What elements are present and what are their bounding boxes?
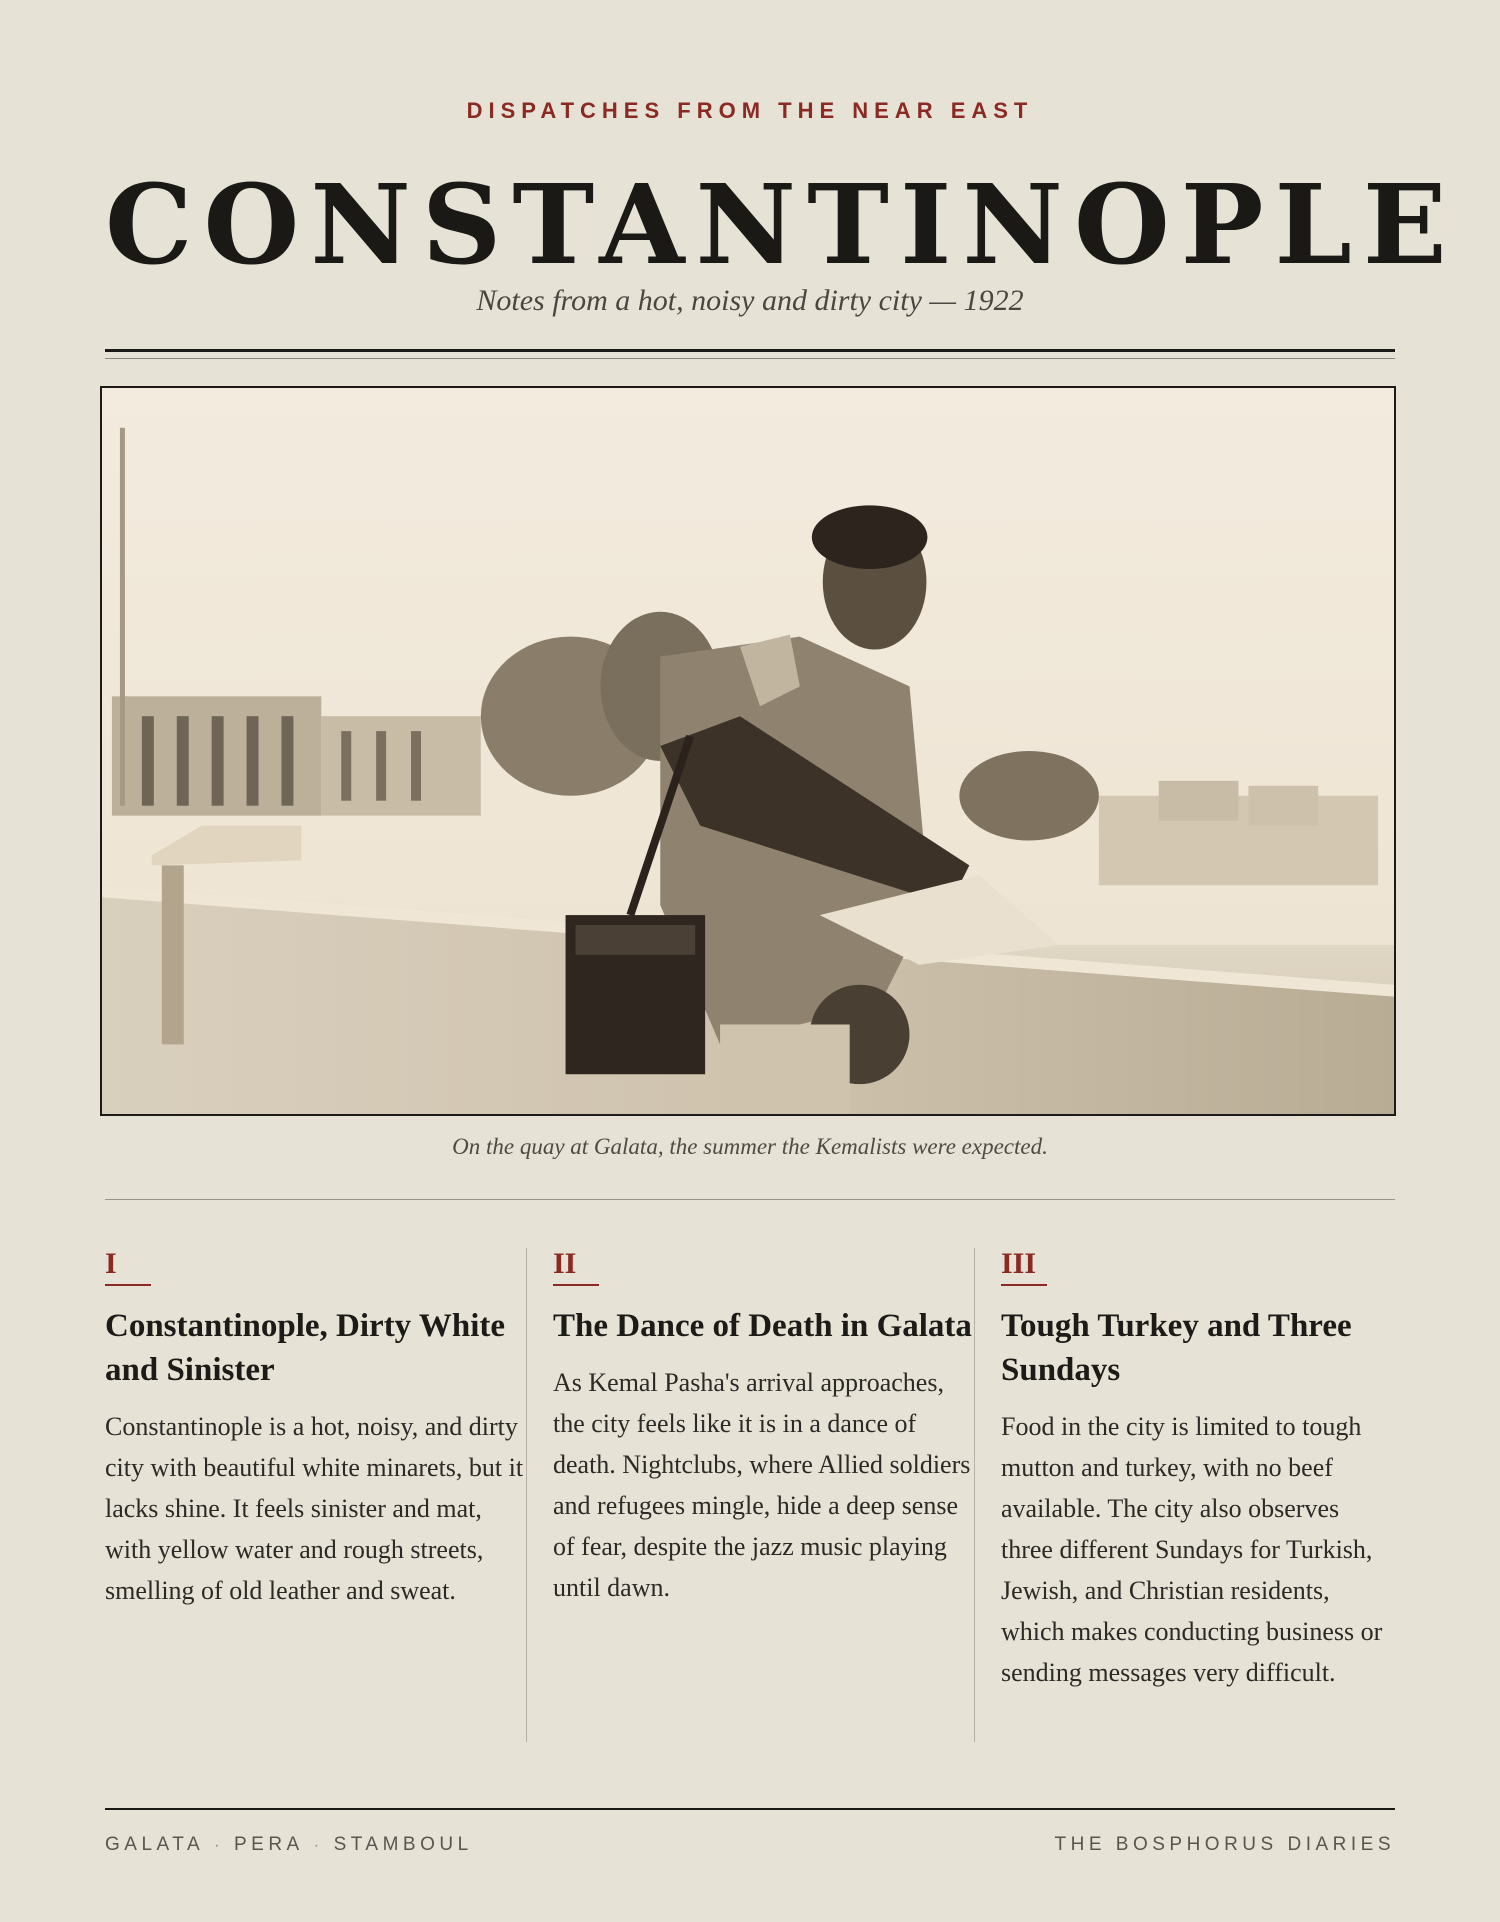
page bbox=[105, 0, 1458, 1922]
district-label: STAMBOUL bbox=[333, 1834, 473, 1855]
numeral-underline bbox=[1001, 1284, 1047, 1286]
footer-rule bbox=[105, 1808, 1395, 1810]
article-headline: Tough Turkey and Three Sundays bbox=[1001, 1308, 1352, 1388]
district-label: PERA bbox=[233, 1834, 304, 1855]
separator-dot: · bbox=[214, 1837, 224, 1854]
article-1 bbox=[105, 1248, 526, 1742]
numeral-underline bbox=[553, 1284, 599, 1286]
article-3 bbox=[974, 1248, 1395, 1742]
separator-dot: · bbox=[313, 1837, 324, 1854]
header-rule-thick bbox=[105, 349, 1395, 352]
article-headline: The Dance of Death in Galata bbox=[553, 1308, 972, 1344]
quay-photo-illustration bbox=[102, 388, 1394, 1114]
photo-caption: On the quay at Galata, the summer the Kemalists were expected. bbox=[452, 1134, 1048, 1159]
article-body: As Kemal Pasha's arrival approaches, the city feels like it is in a dance of death. Nightclubs, where Allied soldiers and refugees mingle, hide a deep sense of fear, despite the jazz music playing until dawn. bbox=[553, 1368, 971, 1602]
article-2 bbox=[526, 1248, 974, 1742]
article-numeral: III bbox=[1001, 1247, 1037, 1280]
article-body: Food in the city is limited to tough mutton and turkey, with no beef available. The city also observes three different Sundays for Turkish, Jewish, and Christian residents, which makes conducting business or sending messages very difficult. bbox=[1001, 1412, 1383, 1687]
article-numeral: II bbox=[553, 1247, 577, 1280]
article-columns bbox=[105, 1248, 1395, 1742]
footer-districts bbox=[105, 1834, 473, 1856]
numeral-underline bbox=[105, 1284, 151, 1286]
article-body: Constantinople is a hot, noisy, and dirty city with beautiful white minarets, but it lacks shine. It feels sinister and mat, with yellow water and rough streets, smelling of old leather and sweat. bbox=[105, 1412, 524, 1605]
article-numeral: I bbox=[105, 1247, 117, 1280]
section-rule bbox=[105, 1199, 1395, 1200]
header-rule-thin bbox=[105, 358, 1395, 359]
kicker: DISPATCHES FROM THE NEAR EAST bbox=[466, 98, 1034, 123]
article-headline: Constantinople, Dirty White and Sinister bbox=[105, 1308, 505, 1388]
footer-series-title: THE BOSPHORUS DIARIES bbox=[1054, 1834, 1395, 1855]
masthead-title: CONSTANTINOPLE bbox=[105, 160, 1458, 289]
feature-photo bbox=[100, 386, 1396, 1116]
subtitle: Notes from a hot, noisy and dirty city — 1922 bbox=[476, 284, 1024, 317]
district-label: GALATA bbox=[105, 1834, 205, 1855]
